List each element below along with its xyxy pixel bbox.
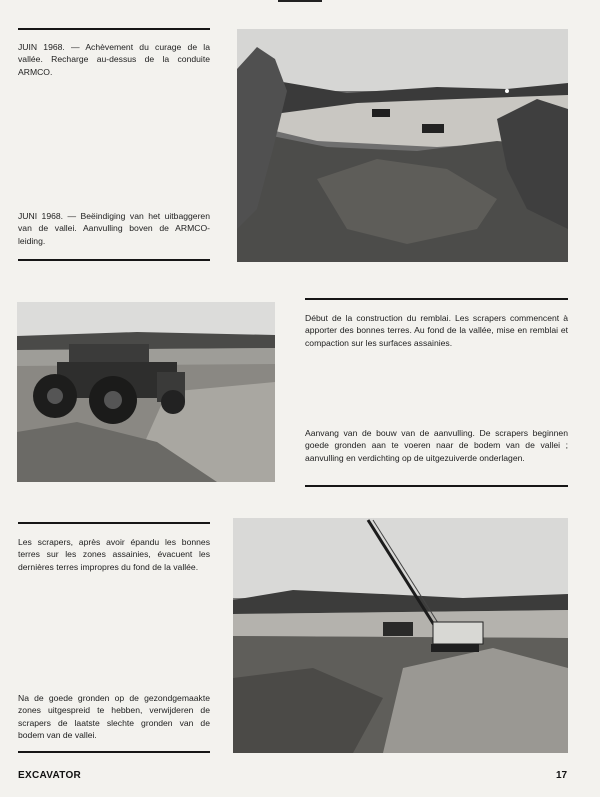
- photo-crane-excavation: [233, 518, 568, 753]
- top-edge-mark: [278, 0, 322, 2]
- section-3-bottom-rule: [18, 751, 210, 753]
- photo-scraper-machine: [17, 302, 275, 482]
- section-1-caption-nl: JUNI 1968. — Beëindiging van het uitbaggeren van de vallei. Aanvulling boven de ARMCO-leiding.: [18, 211, 210, 246]
- section-3-caption-nl: Na de goede gronden op de gezondgemaakte zones uitgespreid te hebben, verwijderen de scrapers de laatste slechte gronden van de bodem van de vallei.: [18, 693, 210, 740]
- section-2-bottom-rule: [305, 485, 568, 487]
- section-1-top-rule: [18, 28, 210, 30]
- page-number: 17: [556, 770, 568, 781]
- magazine-name: EXCAVATOR: [18, 770, 82, 781]
- section-3-caption-fr: Les scrapers, après avoir épandu les bonnes terres sur les zones assainies, évacuent les dernières terres impropres du fond de la vallée.: [18, 537, 210, 572]
- photo-valley-earthworks: [237, 29, 568, 262]
- section-2-caption-nl: Aanvang van de bouw van de aanvulling. De scrapers beginnen goede gronden aan te voeren naar de bodem van de vallei ; aanvulling en verdichting op de uitgezuiverde onderlagen.: [305, 428, 568, 463]
- section-1-bottom-rule: [18, 259, 210, 261]
- section-3-top-rule: [18, 522, 210, 524]
- section-1-caption-fr: JUIN 1968. — Achèvement du curage de la vallée. Recharge au-dessus de la conduite ARMCO.: [18, 42, 210, 77]
- section-2-caption-fr: Début de la construction du remblai. Les scrapers commencent à apporter des bonnes terres. Au fond de la vallée, mise en remblai et compaction sur les surfaces assainies.: [305, 313, 568, 348]
- section-2-top-rule: [305, 298, 568, 300]
